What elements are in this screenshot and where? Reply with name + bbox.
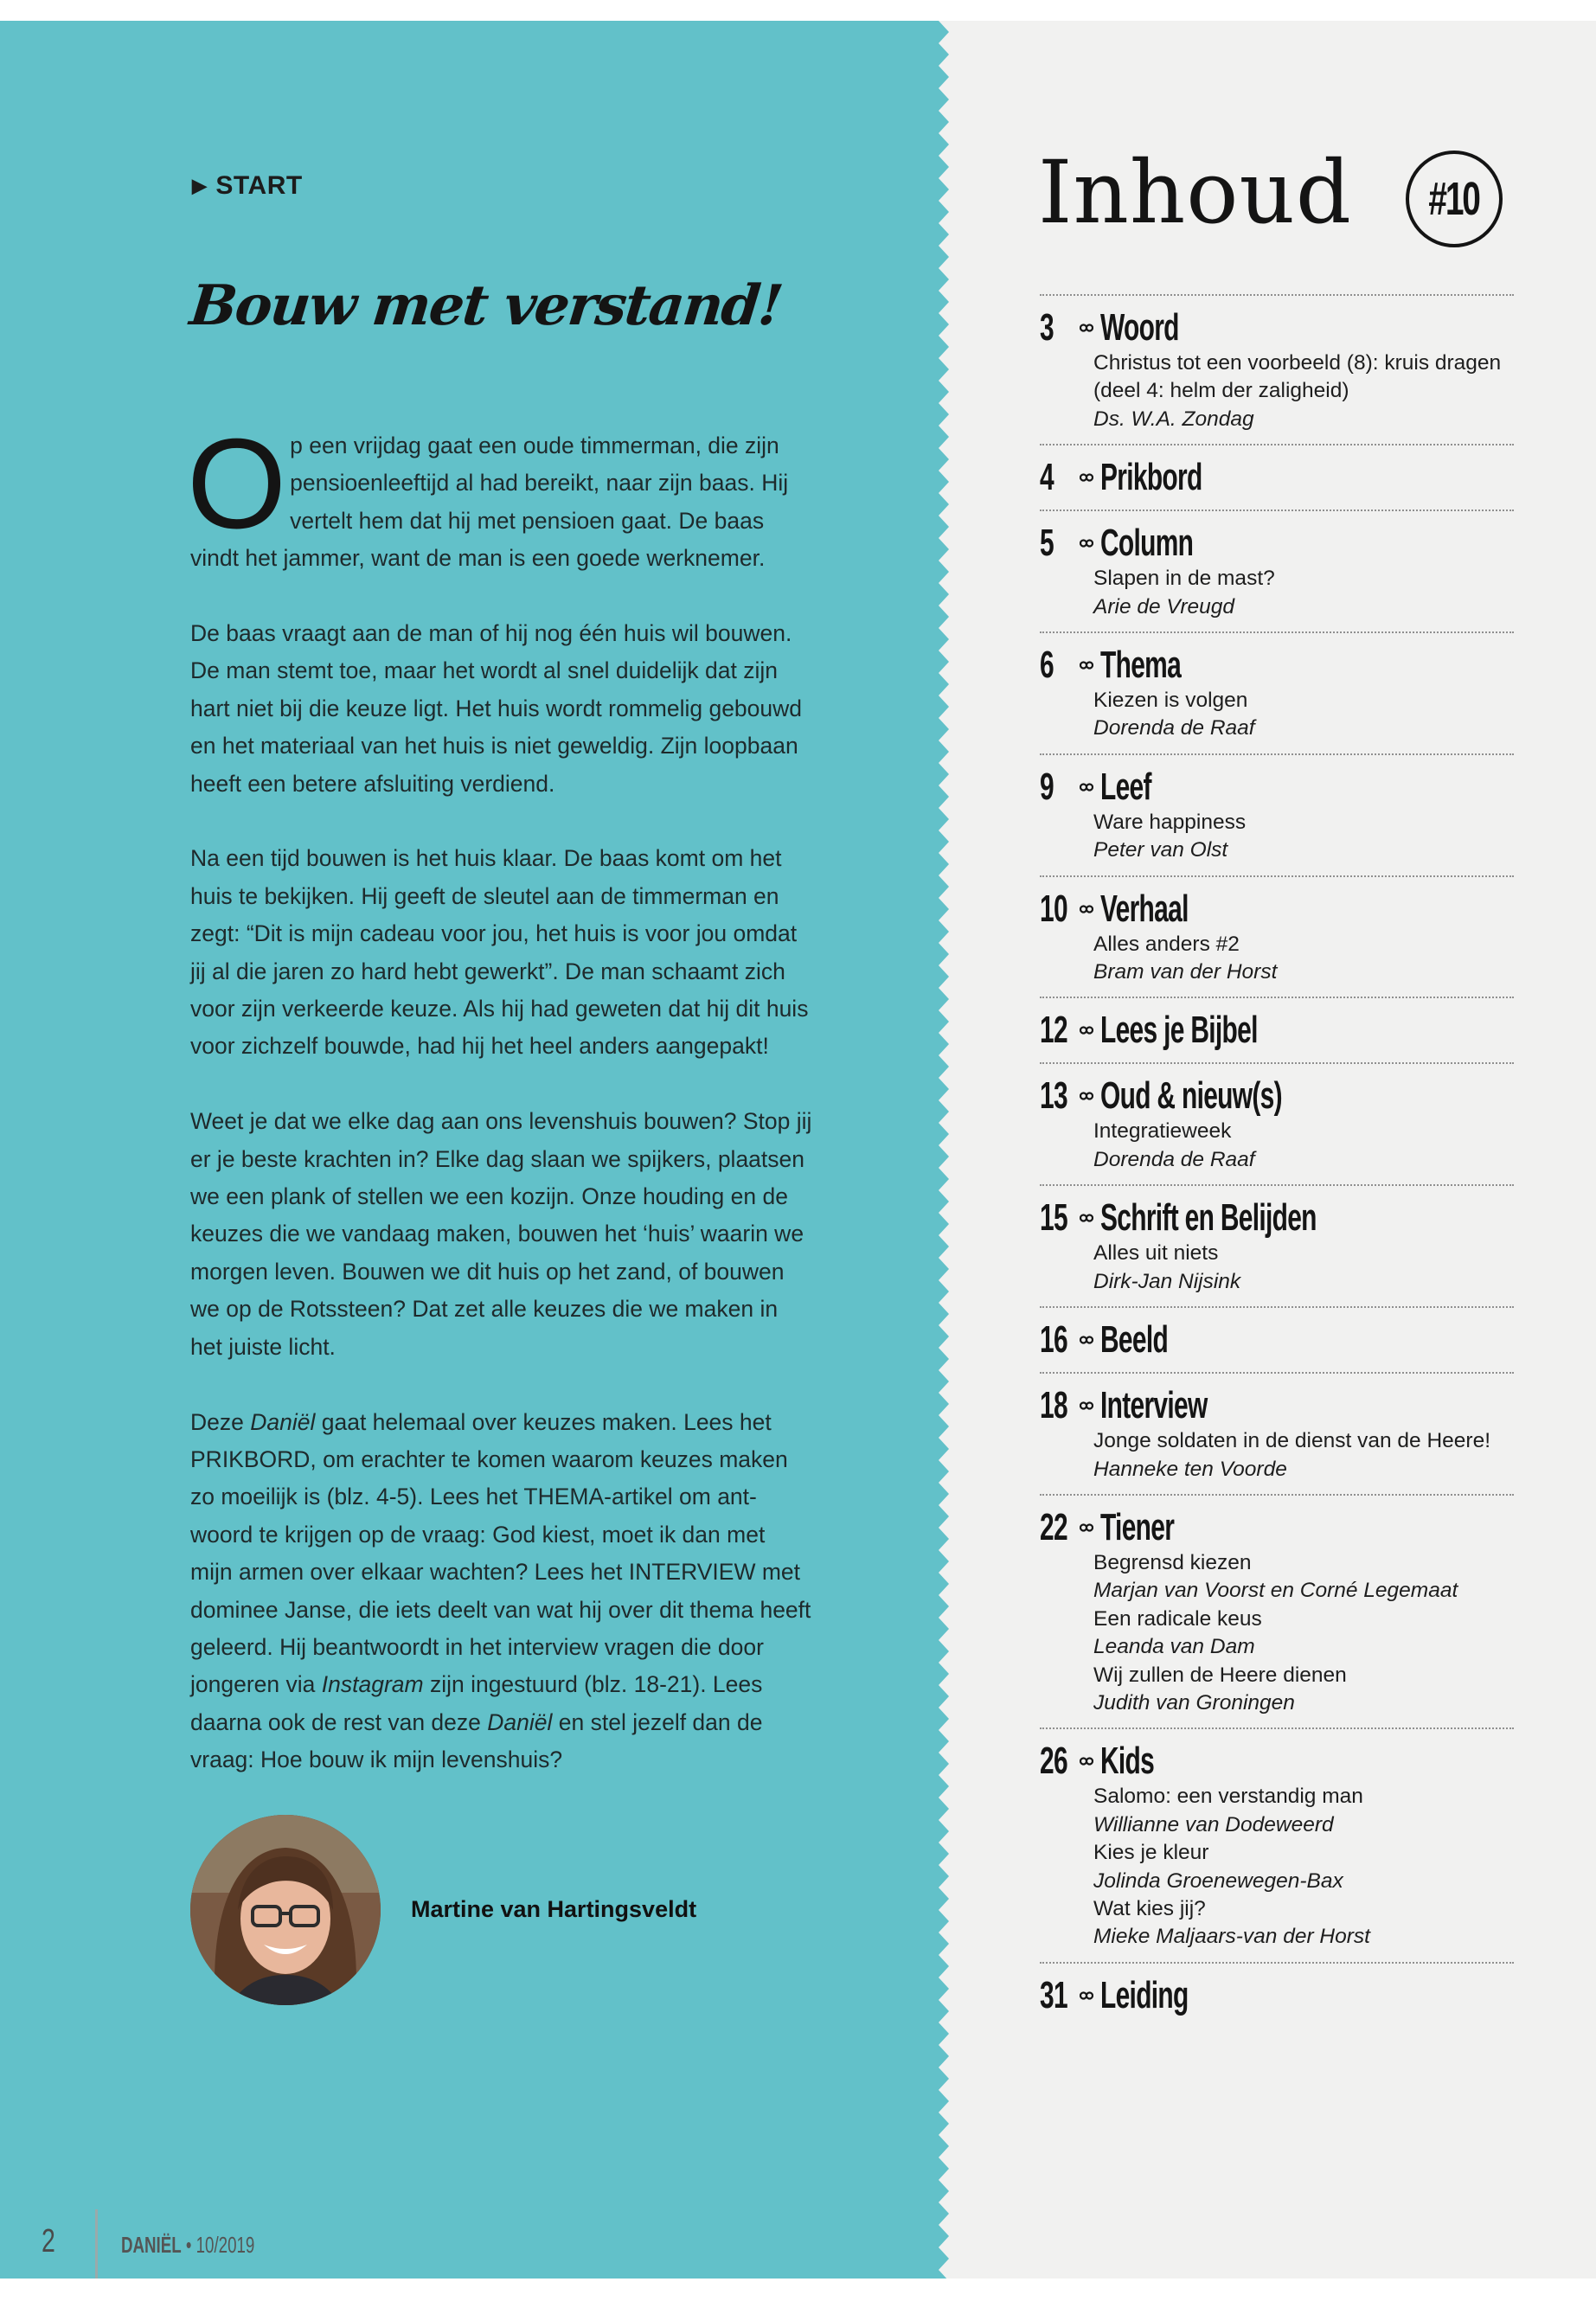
editorial-column [0,21,939,2279]
toc-entry-heading [1040,1196,1514,1240]
table-of-contents [1040,294,1514,2028]
toc-entry [1040,631,1514,753]
toc-entry-heading [1040,766,1514,809]
toc-entry-heading [1040,1506,1514,1549]
section-label: ▶ START [192,171,303,200]
toc-entry-heading [1040,1009,1514,1052]
toc-author: Judith van Groningen [1093,1690,1295,1715]
toc-page-number: 6 [1040,644,1054,687]
toc-entry [1040,1962,1514,2028]
toc-author: Jolinda Groenewegen-Bax [1093,1868,1343,1893]
drop-cap: O [187,413,287,555]
infinity-link-icon [1080,1400,1093,1411]
toc-page-number: 12 [1040,1009,1067,1052]
toc-entry-title: Verhaal [1100,887,1189,930]
toc-entry [1040,1184,1514,1306]
toc-page-number: 22 [1040,1505,1067,1548]
toc-entry-title: Thema [1100,644,1182,687]
toc-author: Dorenda de Raaf [1093,716,1255,740]
toc-subtitle: Christus tot een voorbeeld (8): kruis dragen (deel 4: helm der zaligheid) [1093,351,1502,403]
footer-divider [95,2209,98,2279]
toc-page-number: 3 [1040,306,1054,349]
page-number: 2 [42,2223,55,2259]
toc-entry-details [1040,1783,1514,1951]
toc-entry-heading [1040,1074,1514,1118]
toc-subtitle: Kiezen is volgen [1093,689,1248,713]
toc-entry-heading [1040,1974,1514,2017]
toc-subtitle: Wat kies jij? [1093,1896,1206,1920]
toc-page-number: 9 [1040,765,1054,808]
toc-entry-title: Woord [1100,306,1179,349]
infinity-link-icon [1080,782,1093,792]
toc-page-number: 4 [1040,456,1054,499]
toc-page-number: 18 [1040,1384,1067,1427]
toc-entry-heading [1040,306,1514,349]
infinity-link-icon [1080,1213,1093,1223]
toc-subtitle: Slapen in de mast? [1093,567,1275,591]
toc-entry-details [1040,1118,1514,1174]
toc-entry [1040,1306,1514,1372]
toc-entry-details [1040,1549,1514,1717]
toc-entry [1040,510,1514,631]
toc-entry-details [1040,1240,1514,1296]
toc-entry-title: Column [1100,522,1194,565]
toc-entry [1040,1494,1514,1727]
editorial-headline: Bouw met verstand! [187,273,785,338]
toc-entry-details [1040,349,1514,433]
toc-page-number: 5 [1040,522,1054,565]
toc-author: Leanda van Dam [1093,1635,1255,1659]
paragraph: Deze Daniël gaat helemaal over keuzes maken. Lees het PRIKBORD, om erachter te komen waarom keuzes maken zo moeilijk is (blz. 4-5). Lees het THEMA-artikel om ant-woord te krijgen op de vraag: God kiest, moet ik dan met mijn armen over elkaar wachten? Lees het INTERVIEW met dominee Janse, die iets deelt van wat hij over dit thema heeft geleerd. Hij beantwoordt in het interview vragen die door jongeren via Instagram zijn ingestuurd (blz. 18-21). Lees daarna ook de rest van deze Daniël en stel jezelf dan de vraag: Hoe bouw ik mijn levenshuis? [190,1408,811,1773]
toc-entry-details [1040,809,1514,865]
issue-badge: #10 [1406,151,1503,247]
toc-author: Marjan van Voorst en Corné Legemaat [1093,1579,1458,1603]
toc-entry [1040,444,1514,510]
toc-entry [1040,294,1514,444]
toc-entry [1040,753,1514,875]
infinity-link-icon [1080,660,1093,670]
toc-entry-title: Kids [1100,1740,1155,1783]
toc-author: Peter van Olst [1093,838,1228,862]
author-avatar [190,1815,381,2005]
toc-entry [1040,1062,1514,1184]
toc-entry-details [1040,1427,1514,1484]
toc-entry-title: Interview [1100,1384,1208,1427]
toc-subtitle: Integratieweek [1093,1119,1232,1144]
editorial-body [187,413,813,1817]
paragraph: De baas vraagt aan de man of hij nog één huis wil bouwen. De man stemt toe, maar het wordt al snel duidelijk dat zijn hart niet bij die keuze ligt. Het huis wordt rommelig gebouwd en het materiaal van het huis is niet geweldig. Zijn loopbaan heeft een betere afsluiting verdiend. [190,620,803,797]
toc-author: Dorenda de Raaf [1093,1147,1255,1171]
toc-subtitle: Alles uit niets [1093,1241,1219,1266]
toc-entry-title: Tiener [1100,1505,1175,1548]
toc-author: Ds. W.A. Zondag [1093,407,1254,431]
infinity-link-icon [1080,1756,1093,1766]
toc-entry-details [1040,687,1514,743]
toc-author: Mieke Maljaars-van der Horst [1093,1925,1370,1949]
infinity-link-icon [1080,1522,1093,1533]
toc-subtitle: Begrensd kiezen [1093,1550,1252,1574]
paragraph: Op een vrijdag gaat een oude timmerman, die zijn pensioenleeftijd al had bereikt, naar zijn baas. Hij vertelt hem dat hij met pensioen gaat. De baas vindt het jammer, want de man is een goede werknemer. [187,413,789,572]
infinity-link-icon [1080,1335,1093,1345]
toc-entry-heading [1040,1740,1514,1783]
toc-subtitle: Een radicale keus [1093,1606,1262,1631]
zigzag-edge [926,21,953,2279]
infinity-link-icon [1080,538,1093,548]
author-name: Martine van Hartingsveldt [411,1896,697,1922]
toc-author: Arie de Vreugd [1093,594,1234,619]
toc-entry-title: Beeld [1100,1318,1169,1362]
toc-author: Bram van der Horst [1093,960,1278,984]
toc-subtitle: Salomo: een verstandig man [1093,1785,1363,1809]
toc-subtitle: Jonge soldaten in de dienst van de Heere! [1093,1429,1491,1453]
toc-entry-heading [1040,1318,1514,1362]
toc-page-number: 26 [1040,1740,1067,1783]
toc-entry-heading [1040,644,1514,687]
toc-entry-title: Leiding [1100,1973,1189,2016]
infinity-link-icon [1080,1091,1093,1101]
toc-page-number: 13 [1040,1074,1067,1118]
infinity-link-icon [1080,1990,1093,2001]
toc-entry-heading [1040,888,1514,931]
infinity-link-icon [1080,1025,1093,1035]
toc-entry-heading [1040,456,1514,499]
toc-entry-title: Leef [1100,765,1151,808]
toc-subtitle: Ware happiness [1093,810,1247,834]
toc-page-number: 31 [1040,1973,1067,2016]
paragraph: Weet je dat we elke dag aan ons levenshuis bouwen? Stop jij er je beste krachten in? Elke dag slaan we spijkers, plaatsen we een plank of stellen we een kozijn. Onze houding en de keuzes die we vandaag maken, bouwen het ‘huis’ waarin we morgen leven. Bouwen we dit huis op het zand, of bouwen we op de Rotssteen? Dat zet alle keuzes die we maken in het juiste licht. [190,1108,812,1360]
paragraph: Na een tijd bouwen is het huis klaar. De baas komt om het huis te bekijken. Hij geeft de sleutel aan de timmerman en zegt: “Dit is mijn cadeau voor jou, het huis is voor jou omdat jij al die jaren zo hard hebt gewerkt”. De man schaamt zich voor zijn verkeerde keuze. Als hij had geweten dat hij dit huis voor zichzelf bouwde, had hij het heel anders aangepakt! [190,845,809,1060]
toc-subtitle: Kies je kleur [1093,1841,1209,1865]
toc-entry-heading [1040,522,1514,565]
toc-entry [1040,1727,1514,1961]
toc-entry [1040,997,1514,1062]
toc-subtitle: Wij zullen de Heere dienen [1093,1663,1347,1687]
toc-entry-title: Oud & nieuw(s) [1100,1074,1282,1118]
triangle-right-icon: ▶ [192,175,208,196]
toc-page-number: 10 [1040,887,1067,930]
toc-author: Hanneke ten Voorde [1093,1457,1287,1481]
toc-page-number: 15 [1040,1196,1067,1240]
infinity-link-icon [1080,904,1093,914]
toc-entry-details [1040,565,1514,621]
toc-author: Willianne van Dodeweerd [1093,1812,1334,1836]
toc-entry-details [1040,931,1514,987]
toc-entry-title: Schrift en Belijden [1100,1196,1317,1240]
toc-entry-title: Lees je Bijbel [1100,1009,1258,1052]
toc-subtitle: Alles anders #2 [1093,932,1240,956]
magazine-page [0,21,1596,2279]
toc-page-number: 16 [1040,1318,1067,1362]
toc-entry [1040,1372,1514,1494]
infinity-link-icon [1080,323,1093,333]
magazine-footer: DANIËL • 10/2019 [121,2232,255,2258]
toc-entry-heading [1040,1384,1514,1427]
toc-title: Inhoud [1038,142,1352,243]
toc-entry [1040,875,1514,997]
toc-entry-title: Prikbord [1100,456,1202,499]
infinity-link-icon [1080,472,1093,483]
toc-author: Dirk-Jan Nijsink [1093,1269,1241,1293]
